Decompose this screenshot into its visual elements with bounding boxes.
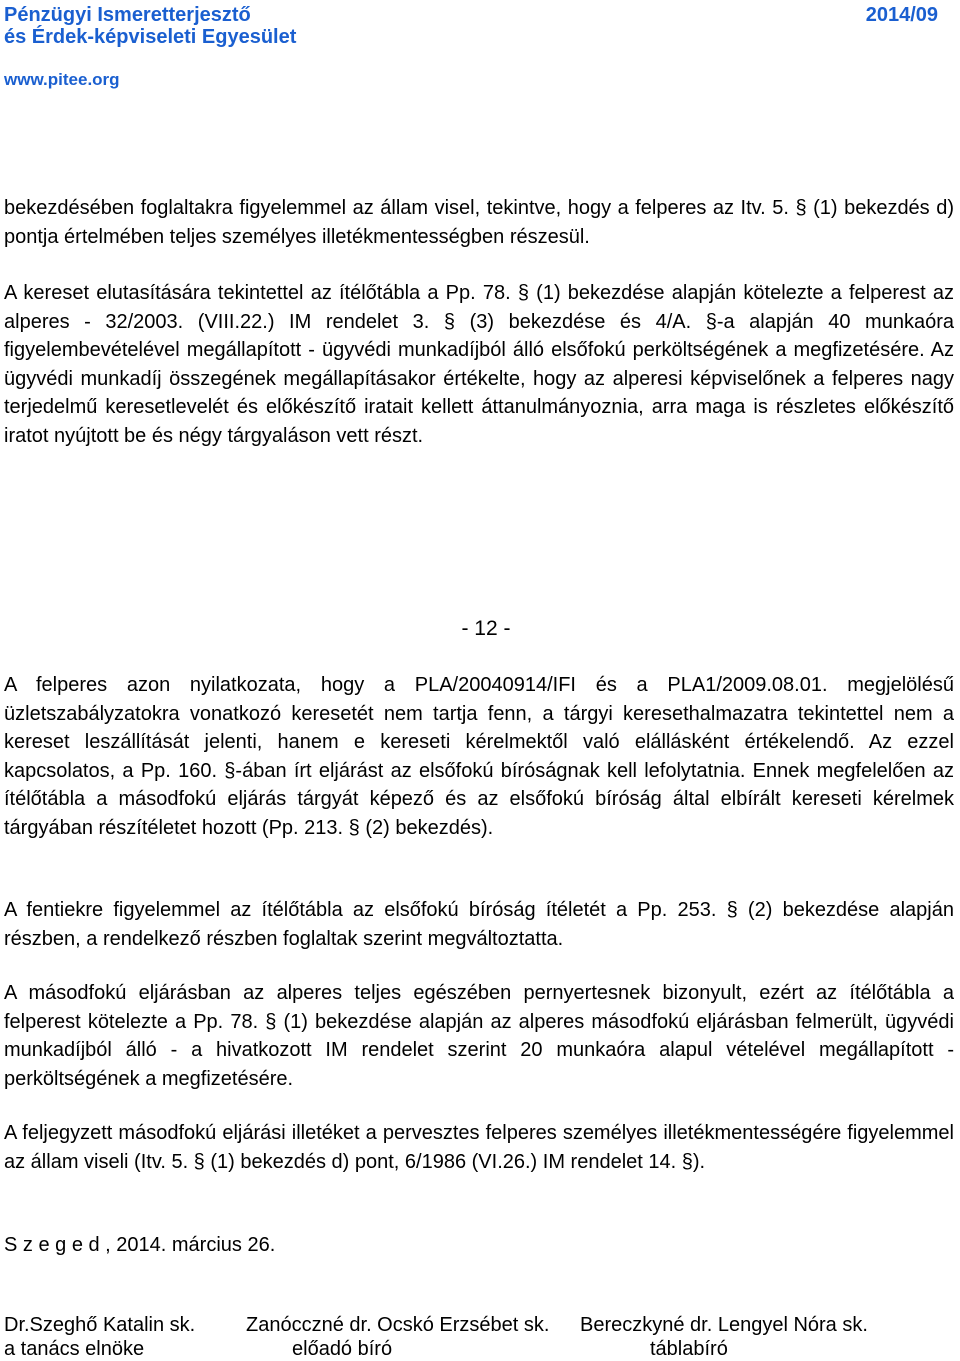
paragraph-5: A másodfokú eljárásban az alperes teljes egészében pernyertesnek bizonyult, ezért az ítélőtábla a felperest kötelezte a Pp. 78. § (1) bekezdése alapján az alperes másodfokú eljárásban felmerült, ügyvédi munkadíjból álló - a hivatkozott IM rendelet szerint 20 munkaóra alapul vételével megállapított - perköltségének a megfizetésére. <box>4 982 954 1090</box>
signature-presiding-judge <box>4 1313 195 1361</box>
signature-name: Zanócczné dr. Ocskó Erzsébet sk. <box>246 1314 550 1336</box>
page-header <box>4 4 954 90</box>
signature-rapporteur-judge <box>246 1313 549 1361</box>
signature-role: a tanács elnöke <box>4 1338 145 1360</box>
signature-role: előadó bíró <box>292 1338 393 1360</box>
paragraph-6: A feljegyzett másodfokú eljárási illetéket a pervesztes felperes személyes illetékmentességére figyelemmel az állam viseli (Itv. 5. § (1) bekezdés d) pont, 6/1986 (VI.26.) IM rendelet 14. §). <box>4 1122 954 1173</box>
issue-date: 2014/09 <box>865 4 938 26</box>
paragraph-3: A felperes azon nyilatkozata, hogy a PLA/20040914/IFI és a PLA1/2009.08.01. megjelölésű üzletszabályzatokra vonatkozó keresetét nem tartja fenn, a tárgyi keresethalmazatra tekintettel nem a kereset leszállítását jelenti, hanem e kereseti kérelmektől való elállásként értékelendő. Az ezzel kapcsolatos, a Pp. 160. §-ában írt eljárást az elsőfokú bíróságnak kell lefolytatnia. Ennek megfelelően az ítélőtábla a másodfokú eljárás tárgyát képező és az elsőfokú bíróság által elbírált kereseti kérelmek tárgyában részítéletet hozott (Pp. 213. § (2) bekezdés). <box>4 674 954 839</box>
paragraph-4: A fentiekre figyelemmel az ítélőtábla az elsőfokú bíróság ítéletét a Pp. 253. § (2) bekezdése alapján részben, a rendelkező részben foglaltak szerint megváltoztatta. <box>4 899 954 950</box>
website-link[interactable]: www.pitee.org <box>4 70 120 89</box>
signature-judge <box>580 1313 868 1361</box>
org-name-line2: és Érdek-képviseleti Egyesület <box>4 26 297 48</box>
paragraph-2: A kereset elutasítására tekintettel az ítélőtábla a Pp. 78. § (1) bekezdése alapján kötelezte a felperest az alperes - 32/2003. (VIII.22.) IM rendelet 3. § (3) bekezdése és 4/A. §-a alapján 40 munkaóra figyelembevételével megállapított - ügyvédi munkadíjból álló elsőfokú perköltségének a megfizetésére. Az ügyvédi munkadíj összegének megállapításakor értékelte, hogy az alperesi képviselőnek a felperes nagy terjedelmű keresetlevelét és előkészítő iratait kellett áttanulmányoznia, arra maga is részletes előkészítő iratot nyújtott be és négy tárgyaláson vett részt. <box>4 282 954 447</box>
signature-name: Dr.Szeghő Katalin sk. <box>4 1314 196 1336</box>
signature-name: Bereczkyné dr. Lengyel Nóra sk. <box>580 1314 868 1336</box>
place-date-line: S z e g e d , 2014. március 26. <box>4 1234 276 1256</box>
signature-role: táblabíró <box>650 1338 728 1360</box>
page-number: - 12 - <box>461 617 511 640</box>
org-name-line1: Pénzügyi Ismeretterjesztő <box>4 4 251 26</box>
paragraph-1: bekezdésében foglaltakra figyelemmel az állam visel, tekintve, hogy a felperes az Itv. 5. § (1) bekezdés d) pontja értelmében teljes személyes illetékmentességben részesül. <box>4 197 954 248</box>
